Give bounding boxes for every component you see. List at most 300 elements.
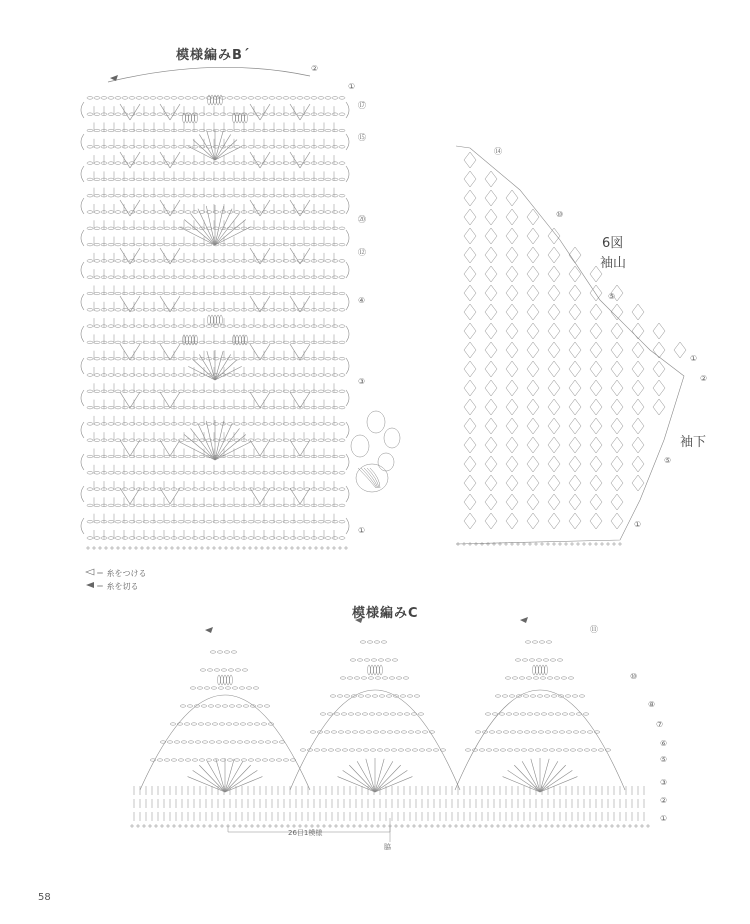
chain-stitch [220, 243, 226, 246]
chain-stitch [185, 211, 191, 214]
edge-loop [346, 518, 349, 534]
diamond-stitch [506, 190, 518, 206]
chain-stitch [290, 357, 296, 360]
diamond-stitch [485, 399, 497, 415]
chain-stitch [136, 260, 142, 263]
chain-stitch [94, 374, 100, 377]
chain-stitch [255, 341, 261, 344]
chain-stitch [555, 713, 560, 715]
diamond-stitch [485, 228, 497, 244]
chain-stitch [178, 243, 184, 246]
diamond-stitch [485, 456, 497, 472]
chain-stitch [136, 113, 142, 116]
edge-loop [346, 102, 349, 118]
chain-stitch [387, 731, 392, 733]
diamond-stitch [506, 361, 518, 377]
chain-stitch [150, 504, 156, 507]
flower-petal [351, 435, 369, 457]
chain-stitch [157, 227, 163, 230]
diamond-stitch [506, 399, 518, 415]
chain-stitch [94, 194, 100, 197]
chain-stitch [136, 455, 142, 458]
chain-stitch [167, 741, 172, 743]
chain-stitch [234, 211, 240, 214]
chain-stitch [115, 113, 121, 116]
chain-stitch [276, 243, 282, 246]
chain-stitch [214, 669, 219, 671]
chain-stitch [170, 723, 175, 725]
chain-stitch [486, 749, 491, 751]
bobble-stitch [533, 665, 536, 675]
chain-stitch [362, 713, 367, 715]
diamond-stitch [611, 456, 623, 472]
chain-stitch [164, 227, 170, 230]
chain-stitch [157, 292, 163, 295]
chain-stitch [332, 309, 338, 312]
chart-c-side-label: 脇 [384, 843, 391, 851]
chain-stitch [87, 162, 93, 165]
chain-stitch [115, 178, 121, 181]
v-stitch [260, 152, 270, 168]
chain-stitch [559, 731, 564, 733]
chain-stitch [94, 439, 100, 442]
chain-stitch [87, 406, 93, 409]
chain-stitch [185, 276, 191, 279]
chain-stitch [220, 390, 226, 393]
chain-stitch [369, 713, 374, 715]
chain-stitch [192, 390, 198, 393]
chain-stitch [377, 749, 382, 751]
chain-stitch [325, 504, 331, 507]
chain-stitch [549, 749, 554, 751]
v-stitch [250, 440, 260, 456]
v-stitch [300, 248, 310, 264]
chain-stitch [164, 97, 170, 100]
chain-stitch [206, 504, 212, 507]
chain-stitch [150, 520, 156, 523]
chain-stitch [192, 129, 198, 132]
fan-motif [338, 777, 375, 792]
chain-stitch [206, 439, 212, 442]
chain-stitch [234, 374, 240, 377]
chain-stitch [290, 292, 296, 295]
diamond-stitch [590, 323, 602, 339]
chain-stitch [220, 276, 226, 279]
chain-stitch [136, 423, 142, 426]
chain-stitch [108, 390, 114, 393]
chain-stitch [248, 374, 254, 377]
chain-stitch [255, 520, 261, 523]
chain-stitch [297, 520, 303, 523]
chain-stitch [191, 723, 196, 725]
chain-stitch [160, 741, 165, 743]
chain-stitch [122, 309, 128, 312]
chain-stitch [414, 695, 419, 697]
chain-stitch [519, 677, 524, 679]
chain-stitch [87, 146, 93, 149]
chain-stitch [374, 641, 379, 643]
chain-stitch [185, 759, 190, 761]
chain-stitch [290, 472, 296, 475]
v-stitch [170, 392, 180, 408]
chain-stitch [185, 406, 191, 409]
chain-stitch [276, 406, 282, 409]
chain-stitch [108, 504, 114, 507]
chain-stitch [87, 129, 93, 132]
chain-stitch [94, 341, 100, 344]
edge-loop [346, 390, 349, 406]
diamond-stitch [527, 475, 539, 491]
chain-stitch [297, 537, 303, 540]
chain-stitch [330, 695, 335, 697]
chain-stitch [136, 227, 142, 230]
chain-stitch [276, 162, 282, 165]
chain-stitch [325, 260, 331, 263]
chain-stitch [122, 423, 128, 426]
chain-stitch [150, 97, 156, 100]
chain-stitch [325, 455, 331, 458]
chain-stitch [290, 325, 296, 328]
chain-stitch [515, 659, 520, 661]
chain-stitch [164, 194, 170, 197]
edge-loop [346, 326, 349, 342]
chain-stitch [220, 309, 226, 312]
chain-stitch [262, 292, 268, 295]
chain-stitch [332, 194, 338, 197]
chain-stitch [178, 194, 184, 197]
chain-stitch [318, 520, 324, 523]
chain-stitch [157, 423, 163, 426]
chain-stitch [248, 406, 254, 409]
chain-stitch [178, 162, 184, 165]
yarn-ball-strand [361, 468, 377, 488]
bobble-stitch [374, 665, 377, 675]
chain-stitch [499, 713, 504, 715]
chain-stitch [542, 749, 547, 751]
diamond-stitch [527, 399, 539, 415]
chart-b-row-marker: ② [311, 64, 319, 73]
chain-stitch [115, 97, 121, 100]
chain-stitch [192, 520, 198, 523]
chain-stitch [255, 243, 261, 246]
chain-stitch [332, 520, 338, 523]
chain-stitch [234, 759, 239, 761]
chain-stitch [269, 97, 275, 100]
chain-stitch [412, 749, 417, 751]
chain-stitch [332, 488, 338, 491]
bobble-stitch [224, 675, 227, 685]
chain-stitch [318, 227, 324, 230]
chain-stitch [557, 659, 562, 661]
chain-stitch [332, 439, 338, 442]
chain-stitch [367, 641, 372, 643]
chain-stitch [415, 731, 420, 733]
chain-stitch [150, 129, 156, 132]
chain-stitch [192, 211, 198, 214]
edge-loop [346, 454, 349, 470]
chain-stitch [178, 520, 184, 523]
diamond-stitch [611, 399, 623, 415]
chain-stitch [122, 537, 128, 540]
chain-stitch [255, 178, 261, 181]
diamond-stitch [527, 513, 539, 529]
chain-stitch [178, 439, 184, 442]
chain-stitch [136, 504, 142, 507]
chart-c-row-marker: ① [660, 814, 668, 823]
chain-stitch [237, 741, 242, 743]
diamond-stitch [611, 513, 623, 529]
chain-stitch [164, 455, 170, 458]
chain-stitch [150, 178, 156, 181]
chain-stitch [325, 406, 331, 409]
diamond-stitch [506, 247, 518, 263]
chain-stitch [339, 455, 345, 458]
chain-stitch [224, 651, 229, 653]
chain-stitch [122, 276, 128, 279]
bobble-stitch [230, 675, 233, 685]
chain-stitch [290, 374, 296, 377]
chain-stitch [192, 292, 198, 295]
chain-stitch [255, 423, 261, 426]
chain-stitch [207, 669, 212, 671]
diamond-stitch [527, 456, 539, 472]
diamond-stitch [464, 171, 476, 187]
diamond-stitch [506, 209, 518, 225]
chain-stitch [87, 455, 93, 458]
chain-stitch [115, 309, 121, 312]
chain-stitch [122, 357, 128, 360]
diamond-stitch [569, 247, 581, 263]
chain-stitch [433, 749, 438, 751]
chain-stitch [227, 194, 233, 197]
chain-stitch [255, 390, 261, 393]
diamond-stitch [590, 437, 602, 453]
chain-stitch [164, 292, 170, 295]
v-stitch [290, 296, 300, 312]
v-stitch [160, 152, 170, 168]
chart-b-row-marker: ⑳ [358, 215, 366, 224]
chain-stitch [332, 455, 338, 458]
diamond-stitch [548, 494, 560, 510]
chain-stitch [136, 276, 142, 279]
chain-stitch [164, 488, 170, 491]
bobble-stitch [536, 665, 539, 675]
diamond-stitch [548, 266, 560, 282]
sleeve-row-marker: ⑩ [556, 210, 564, 219]
chain-stitch [234, 276, 240, 279]
bobble-stitch [380, 665, 383, 675]
bobble-stitch [195, 113, 198, 123]
chain-stitch [206, 309, 212, 312]
chain-stitch [375, 677, 380, 679]
diamond-stitch [590, 304, 602, 320]
chain-stitch [339, 292, 345, 295]
v-stitch [260, 440, 270, 456]
chain-stitch [495, 695, 500, 697]
chain-stitch [255, 276, 261, 279]
chain-stitch [357, 659, 362, 661]
chain-stitch [304, 537, 310, 540]
diamond-stitch [506, 437, 518, 453]
v-stitch [300, 296, 310, 312]
chain-stitch [136, 374, 142, 377]
diamond-stitch [548, 513, 560, 529]
chain-stitch [94, 472, 100, 475]
chain-stitch [261, 723, 266, 725]
chain-stitch [262, 276, 268, 279]
chain-stitch [228, 669, 233, 671]
diamond-stitch [548, 380, 560, 396]
chain-stitch [108, 211, 114, 214]
sleeve-row-marker: ⑭ [494, 147, 502, 156]
chain-stitch [220, 406, 226, 409]
chain-stitch [255, 537, 261, 540]
chain-stitch [206, 243, 212, 246]
chain-stitch [332, 276, 338, 279]
chain-stitch [248, 129, 254, 132]
diamond-stitch [527, 361, 539, 377]
yarn-ball-strand [364, 468, 378, 488]
chain-stitch [122, 341, 128, 344]
v-stitch [260, 296, 270, 312]
chain-stitch [550, 659, 555, 661]
diamond-stitch [548, 285, 560, 301]
cut-yarn-icon [86, 582, 94, 588]
chain-stitch [297, 146, 303, 149]
chain-stitch [390, 713, 395, 715]
chain-stitch [598, 749, 603, 751]
diamond-stitch [464, 380, 476, 396]
diamond-stitch [569, 323, 581, 339]
chain-stitch [157, 162, 163, 165]
diamond-stitch [569, 475, 581, 491]
diamond-stitch [485, 437, 497, 453]
chain-stitch [339, 357, 345, 360]
chain-stitch [345, 731, 350, 733]
legend-cut-yarn: ＝ 糸を切る [96, 582, 139, 591]
chain-stitch [227, 162, 233, 165]
edge-loop [81, 454, 84, 470]
diamond-stitch [548, 361, 560, 377]
chain-stitch [108, 292, 114, 295]
chain-stitch [192, 325, 198, 328]
chain-stitch [227, 178, 233, 181]
chain-stitch [524, 731, 529, 733]
chain-stitch [505, 677, 510, 679]
chain-stitch [115, 472, 121, 475]
chain-stitch [318, 472, 324, 475]
chain-stitch [304, 374, 310, 377]
chain-stitch [290, 455, 296, 458]
chain-stitch [591, 749, 596, 751]
diamond-stitch [527, 228, 539, 244]
fan-motif [215, 351, 223, 380]
chain-stitch [325, 146, 331, 149]
chain-stitch [485, 713, 490, 715]
diamond-stitch [464, 247, 476, 263]
chain-stitch [108, 374, 114, 377]
chain-stitch [339, 276, 345, 279]
chain-stitch [248, 759, 253, 761]
chain-stitch [318, 341, 324, 344]
chain-stitch [108, 276, 114, 279]
chain-stitch [255, 292, 261, 295]
bobble-stitch [245, 113, 248, 123]
chain-stitch [339, 423, 345, 426]
v-stitch [120, 248, 130, 264]
chain-stitch [276, 759, 281, 761]
chain-stitch [227, 97, 233, 100]
chain-stitch [325, 423, 331, 426]
diamond-stitch [485, 266, 497, 282]
chain-stitch [332, 390, 338, 393]
diamond-stitch [527, 418, 539, 434]
attach-yarn-icon [86, 569, 94, 575]
chain-stitch [262, 472, 268, 475]
chain-stitch [339, 374, 345, 377]
chain-stitch [332, 472, 338, 475]
v-stitch [160, 392, 170, 408]
diamond-stitch [485, 171, 497, 187]
chain-stitch [334, 713, 339, 715]
chain-stitch [304, 292, 310, 295]
chain-stitch [108, 194, 114, 197]
chain-stitch [361, 677, 366, 679]
chain-stitch [318, 439, 324, 442]
chain-stitch [262, 129, 268, 132]
chain-stitch [115, 227, 121, 230]
diamond-stitch [611, 304, 623, 320]
chain-stitch [339, 341, 345, 344]
chain-stitch [262, 374, 268, 377]
chain-stitch [115, 325, 121, 328]
chain-stitch [269, 759, 274, 761]
chain-stitch [192, 162, 198, 165]
chain-stitch [208, 705, 213, 707]
chain-stitch [339, 504, 345, 507]
chain-stitch [248, 227, 254, 230]
chain-stitch [136, 178, 142, 181]
sleeve-figure-label: 6図 [602, 236, 624, 251]
chain-stitch [335, 749, 340, 751]
chain-stitch [201, 705, 206, 707]
diamond-stitch [611, 342, 623, 358]
chain-stitch [122, 406, 128, 409]
chain-stitch [108, 146, 114, 149]
edge-loop [81, 102, 84, 118]
chain-stitch [386, 695, 391, 697]
diamond-stitch [569, 380, 581, 396]
chain-stitch [297, 113, 303, 116]
chain-stitch [164, 423, 170, 426]
chain-stitch [300, 749, 305, 751]
chain-stitch [325, 341, 331, 344]
chain-stitch [290, 309, 296, 312]
diamond-stitch [569, 437, 581, 453]
chain-stitch [325, 309, 331, 312]
chain-stitch [255, 227, 261, 230]
chain-stitch [290, 341, 296, 344]
chain-stitch [136, 309, 142, 312]
v-stitch [170, 104, 180, 120]
chain-stitch [579, 695, 584, 697]
chain-stitch [304, 341, 310, 344]
diamond-stitch [548, 323, 560, 339]
chain-stitch [157, 406, 163, 409]
chain-stitch [108, 97, 114, 100]
chain-stitch [206, 537, 212, 540]
chain-stitch [332, 243, 338, 246]
